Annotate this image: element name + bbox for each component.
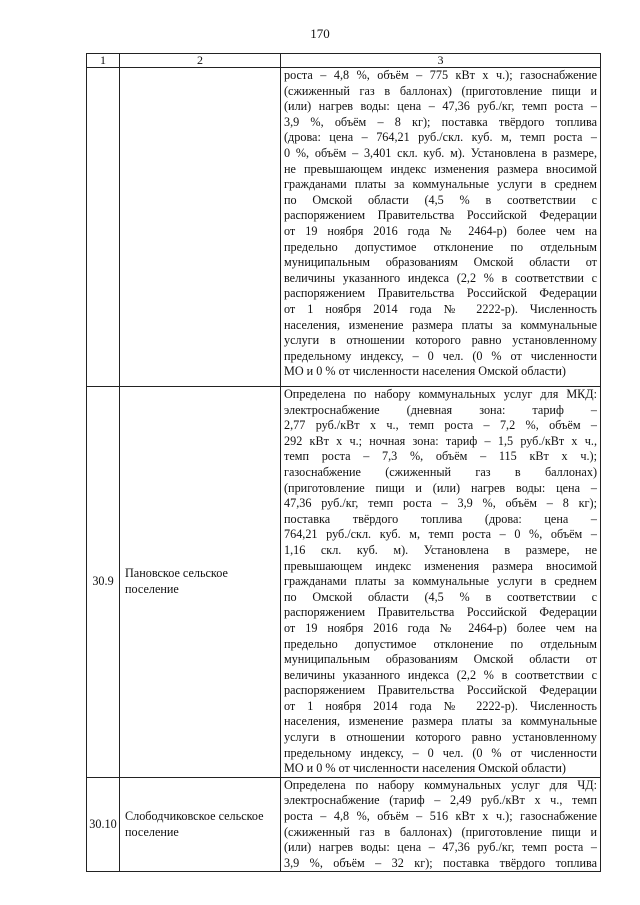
row-name-line: поселение [125, 581, 179, 596]
row-name-cell [120, 777, 281, 872]
row-description-line: (или) нагрев воды: цена – 47,36 руб./кг, темп роста – [284, 840, 597, 855]
row-description-line: населения, изменение размера платы за коммунальные [284, 714, 597, 729]
row-description-line: 2,77 руб./кВт х ч., темп роста – 7,2 %, объём – [284, 418, 597, 433]
row-name-cell [120, 387, 281, 778]
row-description-line: от 1 ноября 2014 года № 2222-р). Численность [284, 301, 597, 316]
row-description-line: по Омской области (4,5 % в соответствии с [284, 589, 597, 604]
row-description-cell [281, 387, 601, 778]
row-name-line: Пановское сельское [125, 566, 228, 581]
row-description-line: темп роста – 7,3 %, объём – 115 кВт х ч.); [284, 449, 597, 464]
row-description-line: распоряжением Правительства Российской Федерации [284, 605, 597, 620]
row-description-cell [281, 68, 601, 387]
row-description-line: электроснабжение (дневная зона: тариф – [284, 402, 597, 417]
row-description-line: 292 кВт х ч.; ночная зона: тариф – 1,5 руб./кВт х ч., [284, 433, 597, 448]
row-description-line: распоряжением Правительства Российской Федерации [284, 208, 597, 223]
row-description-line: МО и 0 % от численности населения Омской области) [284, 364, 566, 379]
row-description-line: 3,9 %, объём – 32 кг); поставка твёрдого топлива [284, 855, 597, 870]
row-description-line: 764,21 руб./скл. куб. м, темп роста – 0 %, объём – [284, 527, 597, 542]
row-description-line: не превышающем индекс изменения размера вносимой [284, 161, 597, 176]
row-description-line: предельно допустимое отклонение по отдельным [284, 636, 597, 651]
row-description-line: 1,16 скл. куб. м). Установлена в размере, не [284, 542, 597, 557]
row-description-line: превышающем индекс изменения размера вносимой [284, 558, 597, 573]
row-number-cell: 30.9 [87, 387, 120, 778]
row-description-line: (или) нагрев воды: цена – 47,36 руб./кг, темп роста – [284, 99, 597, 114]
row-description-line: электроснабжение (тариф – 2,49 руб./кВт х ч., темп [284, 793, 597, 808]
table-row [87, 387, 601, 778]
row-description-line: 3,9 %, объём – 8 кг); поставка твёрдого топлива [284, 114, 597, 129]
row-description-line: от 19 ноября 2016 года № 2464-р) более чем на [284, 620, 597, 635]
row-description-line: муниципальным образованиям Омской области от [284, 255, 597, 270]
header-cell-name: 2 [120, 54, 281, 68]
row-description-line: распоряжением Правительства Российской Федерации [284, 286, 597, 301]
row-description-line: гражданами платы за коммунальные услуги в среднем [284, 574, 597, 589]
row-description-line: предельному индексу, – 0 чел. (0 % от численности [284, 348, 597, 363]
row-description-line: распоряжением Правительства Российской Федерации [284, 683, 597, 698]
table-row [87, 68, 601, 387]
row-description-line: населения, изменение размера платы за коммунальные [284, 317, 597, 332]
row-name-cell [120, 68, 281, 387]
row-description-line: (приготовление пищи и (или) нагрев воды: цена – [284, 480, 597, 495]
page-number: 170 [310, 26, 330, 41]
row-description-line: величины указанного индекса (2,2 % в соответствии с [284, 667, 597, 682]
row-description-line: 0 %, объём – 3,401 скл. куб. м). Установлена в размере, [284, 145, 597, 160]
row-description-line: по Омской области (4,5 % в соответствии с [284, 192, 597, 207]
row-description-line: муниципальным образованиям Омской области от [284, 652, 597, 667]
row-description-line: роста – 4,8 %, объём – 775 кВт х ч.); газоснабжение [284, 68, 597, 82]
row-description-line: поставка твёрдого топлива (дрова: цена – [284, 511, 597, 526]
row-description-line: от 19 ноября 2016 года № 2464-р) более чем на [284, 223, 597, 238]
row-description-line: (дрова: цена – 764,21 руб./скл. куб. м, темп роста – [284, 130, 597, 145]
row-description-line: (сжиженный газ в баллонах) (приготовление пищи и [284, 824, 597, 839]
row-description-line: гражданами платы за коммунальные услуги в среднем [284, 177, 597, 192]
header-cell-description: 3 [281, 54, 601, 68]
table-header-row [87, 54, 601, 68]
row-description-line: от 1 ноября 2014 года № 2222-р). Численность [284, 698, 597, 713]
row-name-line: Слободчиковское сельское [125, 809, 264, 824]
header-cell-number: 1 [87, 54, 120, 68]
row-description-line: Определена по набору коммунальных услуг для МКД: [284, 387, 597, 401]
row-description-line: услуги в отношении которого равно установленному [284, 730, 597, 745]
row-description-line: услуги в отношении которого равно установленному [284, 333, 597, 348]
row-description-line: МО и 0 % от численности населения Омской области) [284, 761, 566, 776]
row-description-line: роста – 4,8 %, объём – 516 кВт х ч.); газоснабжение [284, 809, 597, 824]
row-description-cell [281, 777, 601, 872]
row-number-cell: 30.10 [87, 777, 120, 872]
row-name-line: поселение [125, 824, 179, 839]
row-number-cell [87, 68, 120, 387]
row-description-line: Определена по набору коммунальных услуг для ЧД: [284, 777, 597, 792]
document-table [86, 53, 601, 872]
row-description-line: 47,36 руб./кг, темп роста – 3,9 %, объём – 8 кг); [284, 496, 597, 511]
row-description-line: газоснабжение (сжиженный газ в баллонах) [284, 464, 597, 479]
row-description-line: (сжиженный газ в баллонах) (приготовление пищи и [284, 83, 597, 98]
row-description-line: предельному индексу, – 0 чел. (0 % от численности [284, 745, 597, 760]
row-description-line: предельно допустимое отклонение по отдельным [284, 239, 597, 254]
row-description-line: величины указанного индекса (2,2 % в соответствии с [284, 270, 597, 285]
table-row [87, 777, 601, 872]
